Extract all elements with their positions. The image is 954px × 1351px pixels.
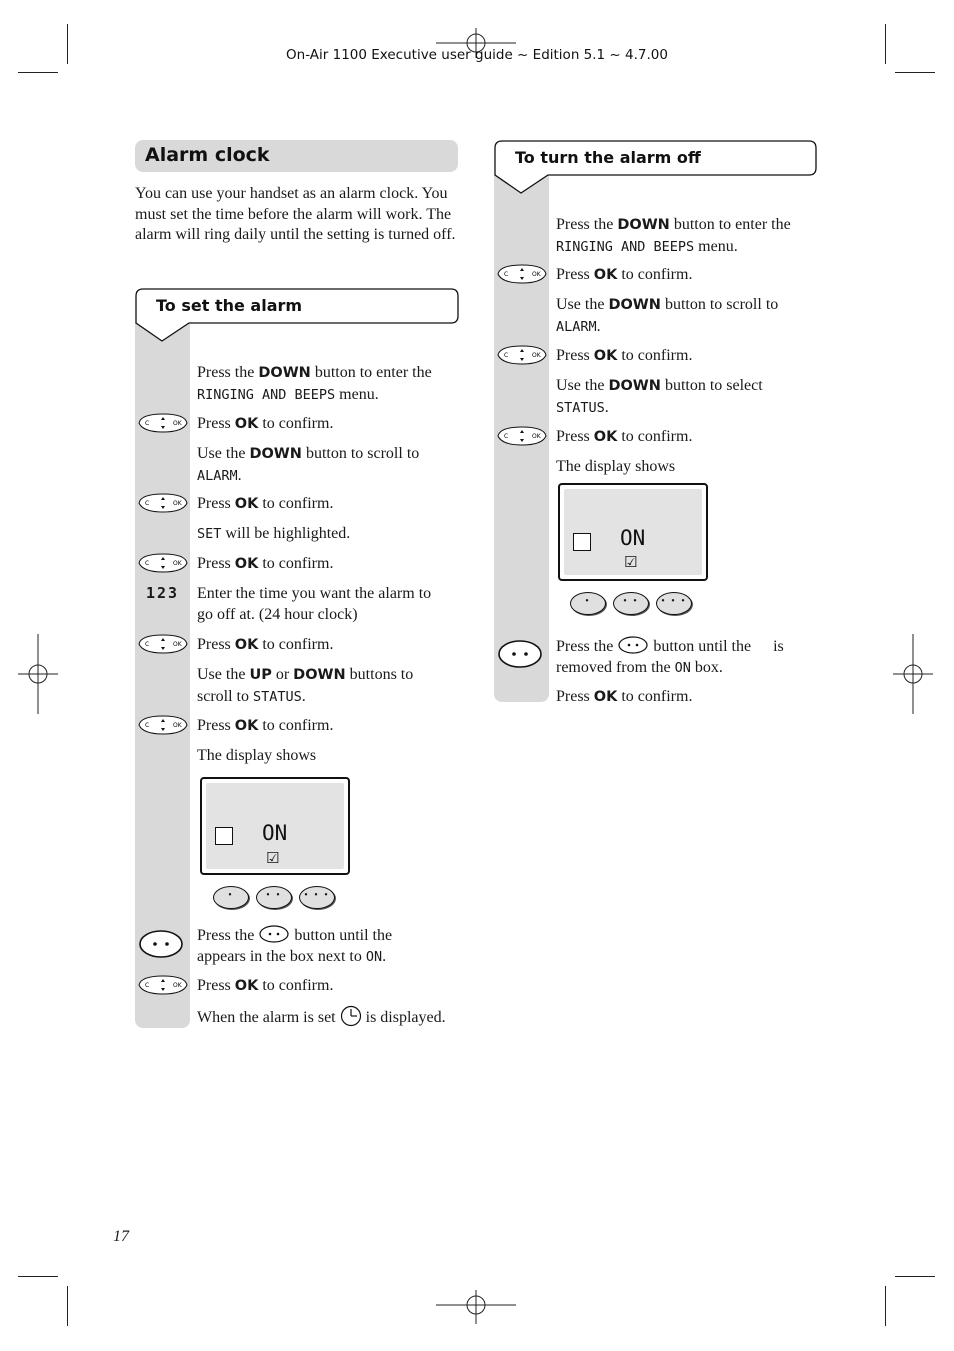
set-step-5: SET will be highlighted. (197, 525, 351, 542)
softkey-one-dot: • (213, 886, 249, 909)
display-on-label: ON (262, 821, 288, 845)
set-step-8: Press OK to confirm. (197, 636, 334, 653)
svg-text:C: C (145, 420, 150, 427)
crop-mark (18, 1276, 58, 1277)
display-screen (206, 783, 344, 869)
off-step-6: Press OK to confirm. (556, 428, 693, 445)
registration-mark-icon (436, 1290, 516, 1324)
set-step-2: Press OK to confirm. (197, 415, 334, 432)
svg-text:OK: OK (173, 420, 182, 427)
set-step-10: Press OK to confirm. (197, 717, 334, 734)
set-step-13: Press OK to confirm. (197, 977, 334, 994)
softkey-two-dot: • • (613, 592, 649, 615)
display-checkbox (215, 827, 233, 845)
crop-mark (885, 1286, 886, 1326)
set-step-3: Use the DOWN button to scroll to ALARM. (197, 445, 420, 484)
display-check-icon: ☑ (266, 849, 280, 867)
softkey-two-dot: • • (256, 886, 292, 909)
off-step-8: Press the button until the is removed from the ON box. (556, 635, 816, 679)
off-step-3: Use the DOWN button to scroll to ALARM. (556, 296, 779, 335)
svg-text:C: C (145, 560, 150, 567)
off-step-2: Press OK to confirm. (556, 266, 693, 283)
two-dot-button-icon (497, 639, 543, 669)
set-step-14: When the alarm is set is displayed. (197, 1005, 446, 1028)
off-step-1: Press the DOWN button to enter the RINGING AND BEEPS menu. (556, 216, 791, 255)
navigation-keys-icon (137, 552, 189, 574)
set-step-9: Use the UP or DOWN buttons to scroll to STATUS. (197, 666, 414, 705)
navigation-keys-icon (137, 633, 189, 655)
svg-text:OK: OK (173, 560, 182, 567)
set-alarm-title: To set the alarm (156, 296, 303, 315)
set-step-6: Press OK to confirm. (197, 555, 334, 572)
display-check-icon: ☑ (624, 553, 638, 571)
set-step-11: The display shows (197, 747, 317, 764)
running-header: On-Air 1100 Executive user guide ~ Edition 5.1 ~ 4.7.00 (286, 47, 668, 63)
svg-text:C: C (504, 433, 509, 440)
navigation-keys-icon (496, 344, 548, 366)
navigation-keys-icon (137, 492, 189, 514)
svg-text:C: C (504, 352, 509, 359)
off-step-7: The display shows (556, 458, 676, 475)
handset-display (200, 777, 350, 875)
off-step-9: Press OK to confirm. (556, 688, 693, 705)
svg-text:OK: OK (532, 433, 541, 440)
set-step-7: Enter the time you want the alarm to go off at. (24 hour clock) (197, 585, 432, 623)
navigation-keys-icon (137, 974, 189, 996)
display-on-label: ON (620, 526, 646, 550)
page-title: Alarm clock (145, 144, 270, 166)
crop-mark (895, 1276, 935, 1277)
crop-mark (18, 72, 58, 73)
navigation-keys-icon (496, 263, 548, 285)
section-title-bar (135, 140, 458, 172)
svg-text:OK: OK (173, 500, 182, 507)
svg-text:OK: OK (532, 352, 541, 359)
svg-text:C: C (145, 722, 150, 729)
svg-text:OK: OK (532, 271, 541, 278)
handset-display (558, 483, 708, 581)
registration-mark-icon (18, 634, 58, 714)
navigation-keys-icon (137, 412, 189, 434)
page-number: 17 (113, 1228, 129, 1245)
svg-text:C: C (145, 500, 150, 507)
set-step-1: Press the DOWN button to enter the RINGING AND BEEPS menu. (197, 364, 432, 403)
navigation-keys-icon (137, 714, 189, 736)
svg-text:OK: OK (173, 641, 182, 648)
navigation-keys-icon (496, 425, 548, 447)
set-step-12: Press the button until the appears in the box next to ON. (197, 924, 392, 968)
svg-text:C: C (145, 641, 150, 648)
registration-mark-icon (893, 634, 933, 714)
softkey-three-dot: • • • (656, 592, 692, 615)
svg-text:OK: OK (173, 982, 182, 989)
turn-off-title: To turn the alarm off (515, 148, 701, 167)
svg-text:OK: OK (173, 722, 182, 729)
two-dot-button-icon (617, 635, 649, 655)
softkey-three-dot: • • • (299, 886, 335, 909)
crop-mark (895, 72, 935, 73)
display-checkbox (573, 533, 591, 551)
clock-icon (340, 1005, 362, 1027)
keypad-digits-icon: 123 (146, 584, 180, 602)
softkey-one-dot: • (570, 592, 606, 615)
display-screen (564, 489, 702, 575)
intro-paragraph: You can use your handset as an alarm clock. You must set the time before the alarm will work. The alarm will ring daily until the setting is turned off. (135, 185, 456, 243)
off-step-4: Press OK to confirm. (556, 347, 693, 364)
set-step-4: Press OK to confirm. (197, 495, 334, 512)
two-dot-button-icon (258, 924, 290, 944)
off-step-5: Use the DOWN button to select STATUS. (556, 377, 763, 416)
svg-text:C: C (145, 982, 150, 989)
two-dot-button-icon (138, 929, 184, 959)
svg-text:C: C (504, 271, 509, 278)
crop-mark (67, 1286, 68, 1326)
